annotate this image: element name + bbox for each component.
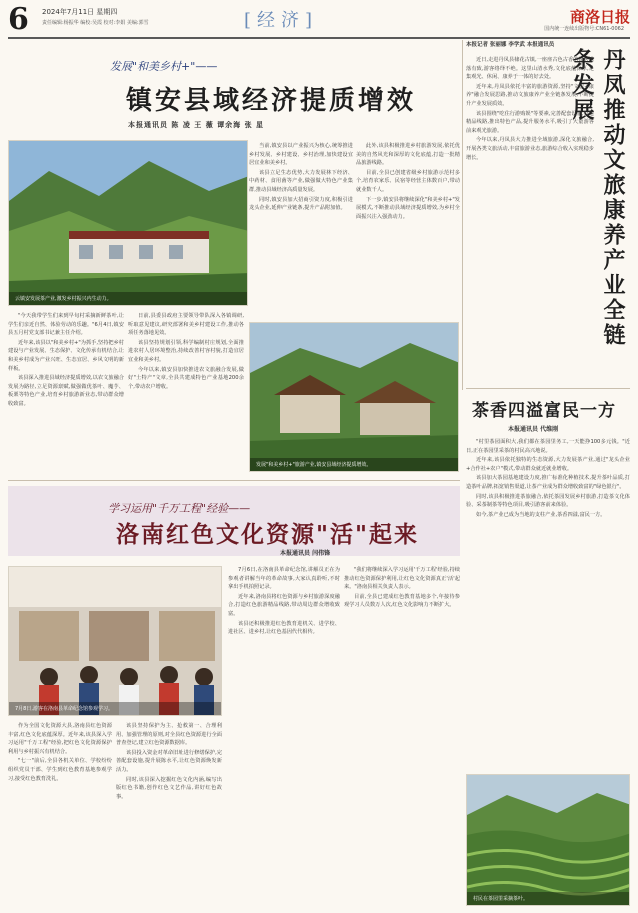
header-rule: [8, 37, 630, 39]
article1-title: 镇安县域经济提质增效: [126, 86, 417, 116]
paragraph: 该县投入资金对革命旧址进行修缮保护,完善配套设施,提升展陈水平,让红色资源焕发新活力。: [116, 749, 222, 773]
article3-photo-caption: 村民在茶园里采摘茶叶。: [467, 892, 629, 905]
article2-photo: [8, 566, 222, 716]
museum-visitors-image: [9, 567, 222, 716]
village-houses-image: [250, 323, 459, 472]
article2-column-2: [116, 722, 222, 906]
article2-column-1: [8, 722, 112, 906]
paragraph: "七一"前后,全县各机关单位、学校纷纷组织党员干部、学生到红色教育基地参观学习,接受红色教育洗礼。: [8, 758, 112, 782]
paragraph: "今天我带学生们来到早旬村采摘新鲜茶叶,让学生们亲近自然、体验劳动的乐趣。"6月4日,镇安县五月村党支部书记兼主任介绍。: [8, 313, 124, 337]
article2-byline: 本报通讯员 闫伟锋: [280, 550, 331, 557]
section-title: [经济]: [244, 10, 319, 31]
paragraph: 近年来,该县以"和美乡村+"为抓手,坚持把乡村建设与产业发展、生态保护、文化传承有机结合,让和美乡村成为产业兴旺、生态宜居、乡风文明的新样板。: [8, 339, 124, 372]
article2-kicker: 学习运用"千万工程"经验——: [108, 502, 251, 515]
article1-photo-2-caption: 发展"和美乡村+"旅游产业,镇安县域经济提质增效。: [250, 458, 458, 471]
paragraph: 此外,该县积极推进乡村旅游发展,依托优美的自然风光和深厚的文化底蕴,打造一批精品旅游线路。: [356, 143, 460, 167]
cn-number: 国内统一连续出版物号:CN61-0062: [544, 26, 624, 32]
article1-photo-caption: 云镇安发展茶产业,激发乡村振兴内生动力。: [9, 292, 247, 305]
paragraph: 近年来,丹凤县依托丰富的旅游资源,坚持"文旅+康养"融合发展思路,推动文旅康养产业全链条发展,不断提升产业发展质效。: [466, 83, 594, 107]
paragraph: 下一步,镇安县将继续深化"和美乡村+"发展模式,不断推动县域经济提质增效,为乡村全面振兴注入强劲动力。: [356, 196, 460, 220]
article3-byline: 本报通讯员 代维刚: [508, 426, 559, 433]
article1-column-3: [249, 142, 353, 318]
article3-rule: [466, 388, 630, 389]
paragraph: 目前,全县已建成红色教育基地多个,年接待参观学习人员数万人次,红色文化影响力不断扩大。: [344, 593, 460, 609]
staff-line: 责任编辑:杨振华 编校:吴霞 校对:李娟 美编:郭雪: [42, 20, 149, 26]
paragraph: 作为全国文化资源大县,洛南县红色资源丰富,红色文化底蕴深厚。近年来,该县深入学习运用"千万工程"经验,把红色文化资源保护利用与乡村振兴有机结合。: [8, 723, 112, 755]
paragraph: 该县加大茶园基地建设力度,推广标准化种植技术,提升茶叶品质,打造茶叶品牌,拓宽销售渠道,让茶产业成为群众增收致富的"绿色银行"。: [466, 475, 630, 490]
section-divider: [8, 480, 460, 481]
paragraph: 今年以来,丹凤县大力推进全域旅游,深化文旅融合,开展各类文旅活动,丰富旅游业态,旅游综合收入实现稳步增长。: [466, 137, 594, 161]
paragraph: "村里茶园面积大,我们都在茶园里务工,一天能挣100多元钱。"近日,正在茶园里采茶的村民高兴地说。: [466, 439, 630, 454]
tea-village-image: [9, 141, 248, 306]
paragraph: 该县坚持保护为主、抢救第一、合理利用、加强管理的原则,对全县红色资源进行全面普查登记,建立红色资源数据库。: [116, 723, 222, 747]
article2-photo-caption: 7月8日,游客在洛南县革命纪念馆参观学习。: [9, 702, 221, 715]
article1-column-1: [8, 312, 124, 472]
paragraph: 7月6日,在洛南县革命纪念馆,讲解员正在为参观者讲解当年的革命故事,大家认真聆听,不时拿出手机拍照记录。: [228, 567, 340, 591]
paragraph: 该县坚持规划引领,科学编制村庄规划,全面推进农村人居环境整治,持续改善村容村貌,打造宜居宜业和美乡村。: [128, 339, 244, 363]
paragraph: 近年来,洛南县将红色资源与乡村旅游深度融合,打造红色旅游精品线路,带动周边群众增收致富。: [228, 593, 340, 617]
article1-photo: [8, 140, 248, 306]
paragraph: "我们将继续深入学习运用'千万工程'经验,持续推动红色资源保护利用,让红色文化资源真正'活'起来。"洛南县相关负责人表示。: [344, 567, 460, 591]
paragraph: 该县还积极推进红色教育进机关、进学校、进社区、进乡村,让红色基因代代相传。: [228, 620, 340, 636]
article1-column-4: [356, 142, 460, 318]
column-divider: [462, 40, 463, 390]
article2-column-3: [228, 566, 340, 906]
paragraph: 该县围绕"吃住行游购娱"等要素,完善配套设施,打造精品线路,推出特色产品,提升服务水平,吸引了大量游客前来观光旅游。: [466, 110, 594, 134]
newspaper-logo: 商洛日报: [569, 8, 630, 26]
right-article-author: 本报记者 张丽娜 李学武 本报通讯员: [466, 42, 555, 48]
article1-photo-2: [249, 322, 459, 472]
paragraph: 今年以来,镇安县加快推进农文旅融合发展,做好"土特产"文章,全县共建成特色产业基地200余个,带动农户增收。: [128, 366, 244, 390]
paragraph: 近日,走进丹凤县棣花古镇,一座座古色古香的民居错落有致,游客络绎不绝。这里山清水秀,文化底蕴深厚,是集观光、休闲、康养于一体的好去处。: [466, 57, 594, 81]
right-article-title: 丹凤推动文旅康养产业全链条发展: [569, 48, 625, 348]
paragraph: 同时,该县深入挖掘红色文化内涵,编写出版红色书籍,创作红色文艺作品,讲好红色故事。: [116, 776, 222, 800]
article2-title: 洛南红色文化资源"活"起来: [116, 522, 419, 548]
paragraph: 当前,镇安县以产业振兴为核心,统筹推进乡村发展、乡村建设、乡村治理,加快建设宜居宜业和美乡村。: [249, 143, 353, 167]
article1-byline: 本报通讯员 陈 凌 王 薇 谭余海 张 星: [128, 121, 265, 129]
paragraph: 日前,县委县政府主要领导带队深入各镇调研,听取意见建议,研究部署和美乡村建设工作,推动各项任务落地见效。: [128, 313, 244, 337]
article3-body: [466, 438, 630, 768]
article3-photo: [466, 774, 630, 906]
paragraph: 目前,全县已创建省级乡村旅游示范村多个,培育农家乐、民宿等经营主体数百户,带动就业数千人。: [356, 169, 460, 193]
right-article-body: [466, 56, 594, 382]
paragraph: 同时,镇安县加大招商引资力度,积极引进龙头企业,延伸产业链条,提升产品附加值。: [249, 196, 353, 212]
article2-column-4: [344, 566, 460, 906]
page-number: 6: [8, 2, 29, 37]
paragraph: 该县立足生态优势,大力发展林下经济、中药材、食用菌等产业,做强做大特色产业集群,推动县域经济高质量发展。: [249, 169, 353, 193]
date-line: 2024年7月11日 星期四: [42, 8, 118, 16]
paragraph: 近年来,该县依托独特的生态资源,大力发展茶产业,通过"龙头企业+合作社+农户"模式,带动群众就近就业增收。: [466, 457, 630, 472]
paragraph: 该县深入推进县域经济提质增效,以农文旅融合发展为路径,立足资源禀赋,做强做优茶叶、魔芋、板栗等特色产业,培育乡村旅游新业态,带动群众增收致富。: [8, 375, 124, 407]
paragraph: 如今,茶产业已成为当地的支柱产业,茶香四溢,富民一方。: [476, 511, 606, 518]
article1-kicker: 发展"和美乡村+"——: [110, 60, 218, 73]
paragraph: 同时,该县积极推进茶旅融合,依托茶园发展乡村旅游,打造茶文化体验、采茶制茶等特色项目,吸引游客前来体验。: [466, 493, 630, 509]
masthead: [0, 0, 638, 44]
article1-column-2: [128, 312, 244, 472]
article3-title: 茶香四溢富民一方: [472, 401, 616, 421]
tea-garden-image: [467, 775, 630, 906]
